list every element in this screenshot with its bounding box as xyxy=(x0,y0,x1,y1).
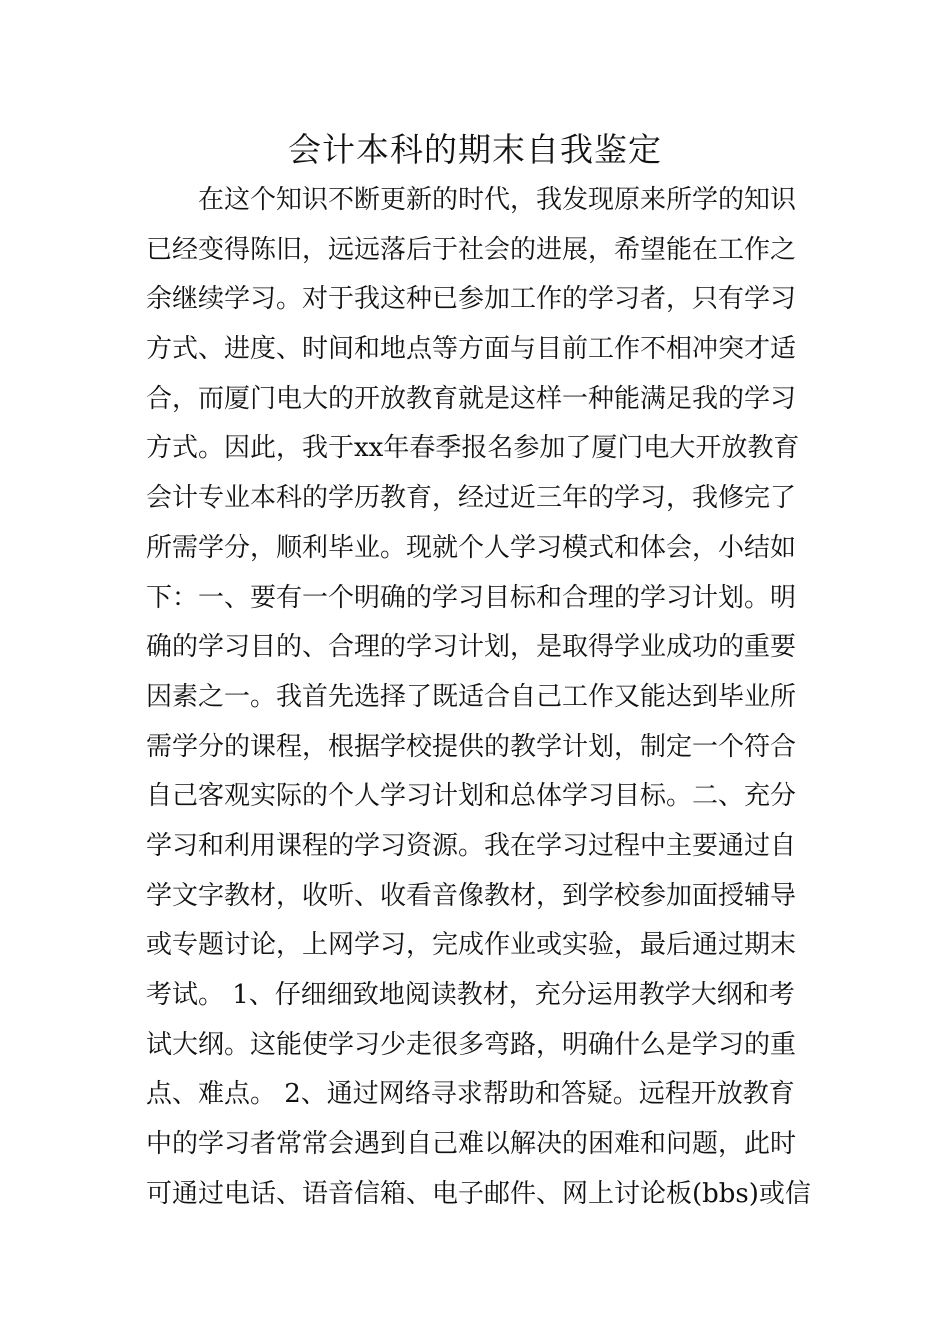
paragraph-line: 需学分的课程，根据学校提供的教学计划，制定一个符合 xyxy=(146,731,797,762)
paragraph-line: 在这个知识不断更新的时代，我发现原来所学的知识 xyxy=(198,185,797,215)
paragraph-line: 考试。 1、仔细细致地阅读教材，充分运用教学大纲和考 xyxy=(146,980,795,1010)
paragraph-line: 学习和利用课程的学习资源。我在学习过程中主要通过自 xyxy=(146,830,797,861)
paragraph-line: 已经变得陈旧，远远落后于社会的进展，希望能在工作之 xyxy=(146,234,797,265)
paragraph-line: 会计专业本科的学历教育，经过近三年的学习，我修完了 xyxy=(146,483,797,514)
paragraph-line: 方式。因此，我于xx年春季报名参加了厦门电大开放教育 xyxy=(146,433,800,464)
paragraph-line: 确的学习目的、合理的学习计划，是取得学业成功的重要 xyxy=(146,632,797,663)
paragraph-line: 学文字教材，收听、收看音像教材，到学校参加面授辅导 xyxy=(146,880,797,911)
paragraph-line: 余继续学习。对于我这种已参加工作的学习者，只有学习 xyxy=(146,284,797,315)
document-title: 会计本科的期末自我鉴定 xyxy=(288,130,662,169)
paragraph-line: 下：一、要有一个明确的学习目标和合理的学习计划。明 xyxy=(146,582,797,613)
document-body xyxy=(146,176,811,1219)
paragraph-line: 所需学分，顺利毕业。现就个人学习模式和体会，小结如 xyxy=(146,532,797,563)
paragraph-line: 方式、进度、时间和地点等方面与目前工作不相冲突才适 xyxy=(146,334,797,365)
paragraph-line: 点、难点。 2、通过网络寻求帮助和答疑。远程开放教育 xyxy=(146,1079,795,1110)
paragraph-line: 试大纲。这能使学习少走很多弯路，明确什么是学习的重 xyxy=(146,1029,797,1060)
paragraph-line: 合，而厦门电大的开放教育就是这样一种能满足我的学习 xyxy=(146,383,797,414)
paragraph-line: 中的学习者常常会遇到自己难以解决的困难和问题，此时 xyxy=(146,1129,797,1160)
paragraph-line: 自己客观实际的个人学习计划和总体学习目标。二、充分 xyxy=(146,781,797,812)
paragraph-line: 因素之一。我首先选择了既适合自己工作又能达到毕业所 xyxy=(146,681,797,712)
paragraph-line: 或专题讨论，上网学习，完成作业或实验，最后通过期末 xyxy=(146,930,797,961)
paragraph-line: 可通过电话、语音信箱、电子邮件、网上讨论板(bbs)或信 xyxy=(146,1178,811,1209)
